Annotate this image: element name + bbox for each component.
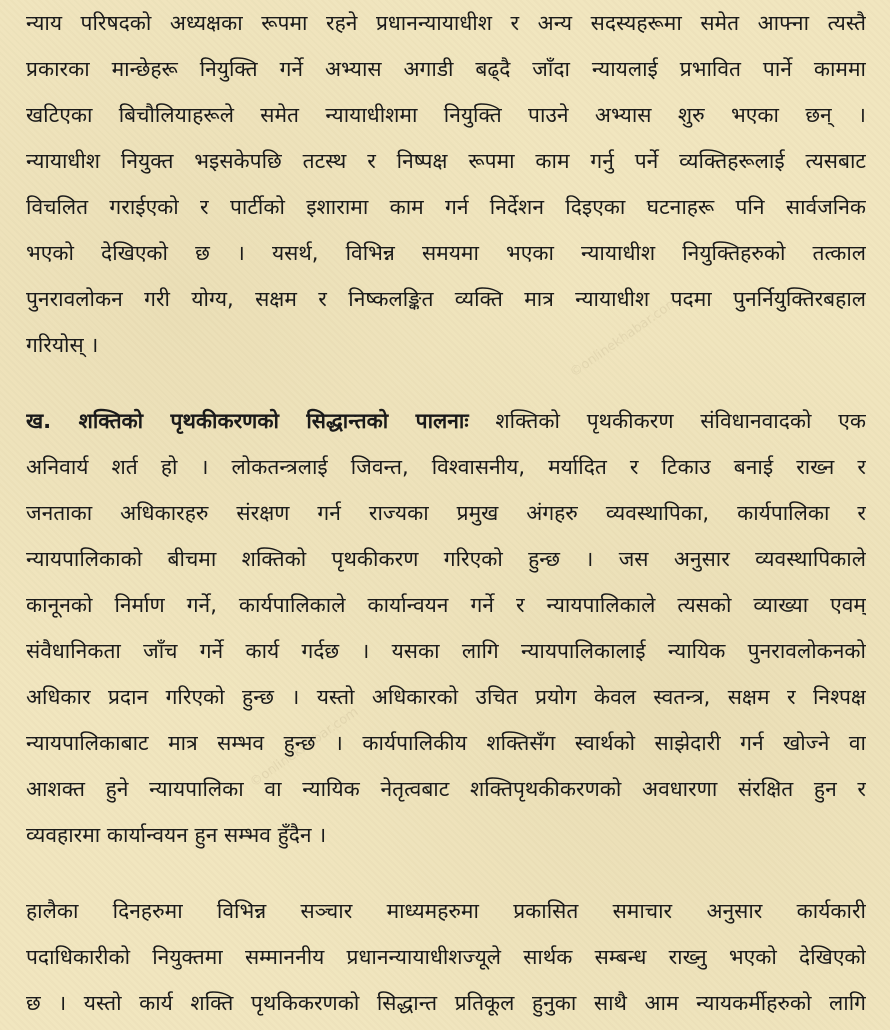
text-line: अनिवार्य शर्त हो । लोकतन्त्रलाई जिवन्त, विश्वासनीय, मर्यादित र टिकाउ बनाई राख्न र xyxy=(26,455,866,479)
text-line: विचलित गराईएको र पार्टीको इशारामा काम गर्न निर्देशन दिइएका घटनाहरू पनि सार्वजनिक xyxy=(26,195,866,219)
text-line: न्यायपालिकाबाट मात्र सम्भव हुन्छ । कार्यपालिकीय शक्तिसँग स्वार्थको साझेदारी गर्न खोज्ने वा xyxy=(26,731,866,755)
text-line: कानूनको निर्माण गर्ने, कार्यपालिकाले कार्यान्वयन गर्ने र न्यायपालिकाले त्यसको व्याख्या एवम् xyxy=(26,593,866,617)
text-line: जनताका अधिकारहरु संरक्षण गर्न राज्यका प्रमुख अंगहरु व्यवस्थापिका, कार्यपालिका र xyxy=(26,501,866,525)
paragraph-separation-of-powers xyxy=(26,398,866,858)
text-line-with-heading xyxy=(26,398,866,444)
text-line: पदाधिकारीको नियुक्तमा सम्माननीय प्रधानन्यायाधीशज्यूले सार्थक सम्बन्ध राख्नु भएको देखिएको xyxy=(26,945,866,969)
text-line: न्यायाधीश नियुक्त भइसकेपछि तटस्थ र निष्पक्ष रूपमा काम गर्नु पर्ने व्यक्तिहरूलाई त्यसबाट xyxy=(26,149,866,173)
text-line: पुनरावलोकन गरी योग्य, सक्षम र निष्कलङ्कित व्यक्ति मात्र न्यायाधीश पदमा पुनर्नियुक्तिरबहाल xyxy=(26,287,866,311)
text-line: न्यायपालिकाको बीचमा शक्तिको पृथकीकरण गरिएको हुन्छ । जस अनुसार व्यवस्थापिकाले xyxy=(26,547,866,571)
section-heading: ख. शक्तिको पृथकीकरणको सिद्धान्तको पालनाः xyxy=(26,409,469,433)
text-line: न्याय परिषदको अध्यक्षका रूपमा रहने प्रधानन्यायाधीश र अन्य सदस्यहरूमा समेत आफ्ना त्यस्तै xyxy=(26,11,866,35)
text-line: छ । यस्तो कार्य शक्ति पृथकिकरणको सिद्धान्त प्रतिकूल हुनुका साथै आम न्यायकर्मीहरुको लागि xyxy=(26,991,866,1015)
watermark-text: ©onlinekhabar.com xyxy=(567,294,682,381)
text-line: खटिएका बिचौलियाहरूले समेत न्यायाधीशमा नियुक्ति पाउने अभ्यास शुरु भएका छन् । xyxy=(26,103,866,127)
paragraph-judicial-appointments xyxy=(26,0,866,368)
text-line: गरियोस् । xyxy=(26,333,99,357)
paragraph-recent-news xyxy=(26,888,866,1026)
heading-line-text: शक्तिको पृथकीकरण संविधानवादको एक xyxy=(468,409,866,433)
watermark-text: ©onlinekhabar.com xyxy=(247,704,362,791)
text-line: व्यवहारमा कार्यान्वयन हुन सम्भव हुँदैन । xyxy=(26,823,327,847)
text-line: संवैधानिकता जाँच गर्ने कार्य गर्दछ । यसका लागि न्यायपालिकालाई न्यायिक पुनरावलोकनको xyxy=(26,639,866,663)
text-line: हालैका दिनहरुमा विभिन्न सञ्चार माध्यमहरुमा प्रकासित समाचार अनुसार कार्यकारी xyxy=(26,899,866,923)
text-line: अधिकार प्रदान गरिएको हुन्छ । यस्तो अधिकारको उचित प्रयोग केवल स्वतन्त्र, सक्षम र निश्पक्ष xyxy=(26,685,866,709)
text-line: प्रकारका मान्छेहरू नियुक्ति गर्ने अभ्यास अगाडी बढ्दै जाँदा न्यायलाई प्रभावित पार्ने काममा xyxy=(26,57,866,81)
document-page xyxy=(26,0,866,1026)
text-line: आशक्त हुने न्यायपालिका वा न्यायिक नेतृत्वबाट शक्तिपृथकीकरणको अवधारणा संरक्षित हुन र xyxy=(26,777,866,801)
text-line: भएको देखिएको छ । यसर्थ, विभिन्न समयमा भएका न्यायाधीश नियुक्तिहरुको तत्काल xyxy=(26,241,866,265)
